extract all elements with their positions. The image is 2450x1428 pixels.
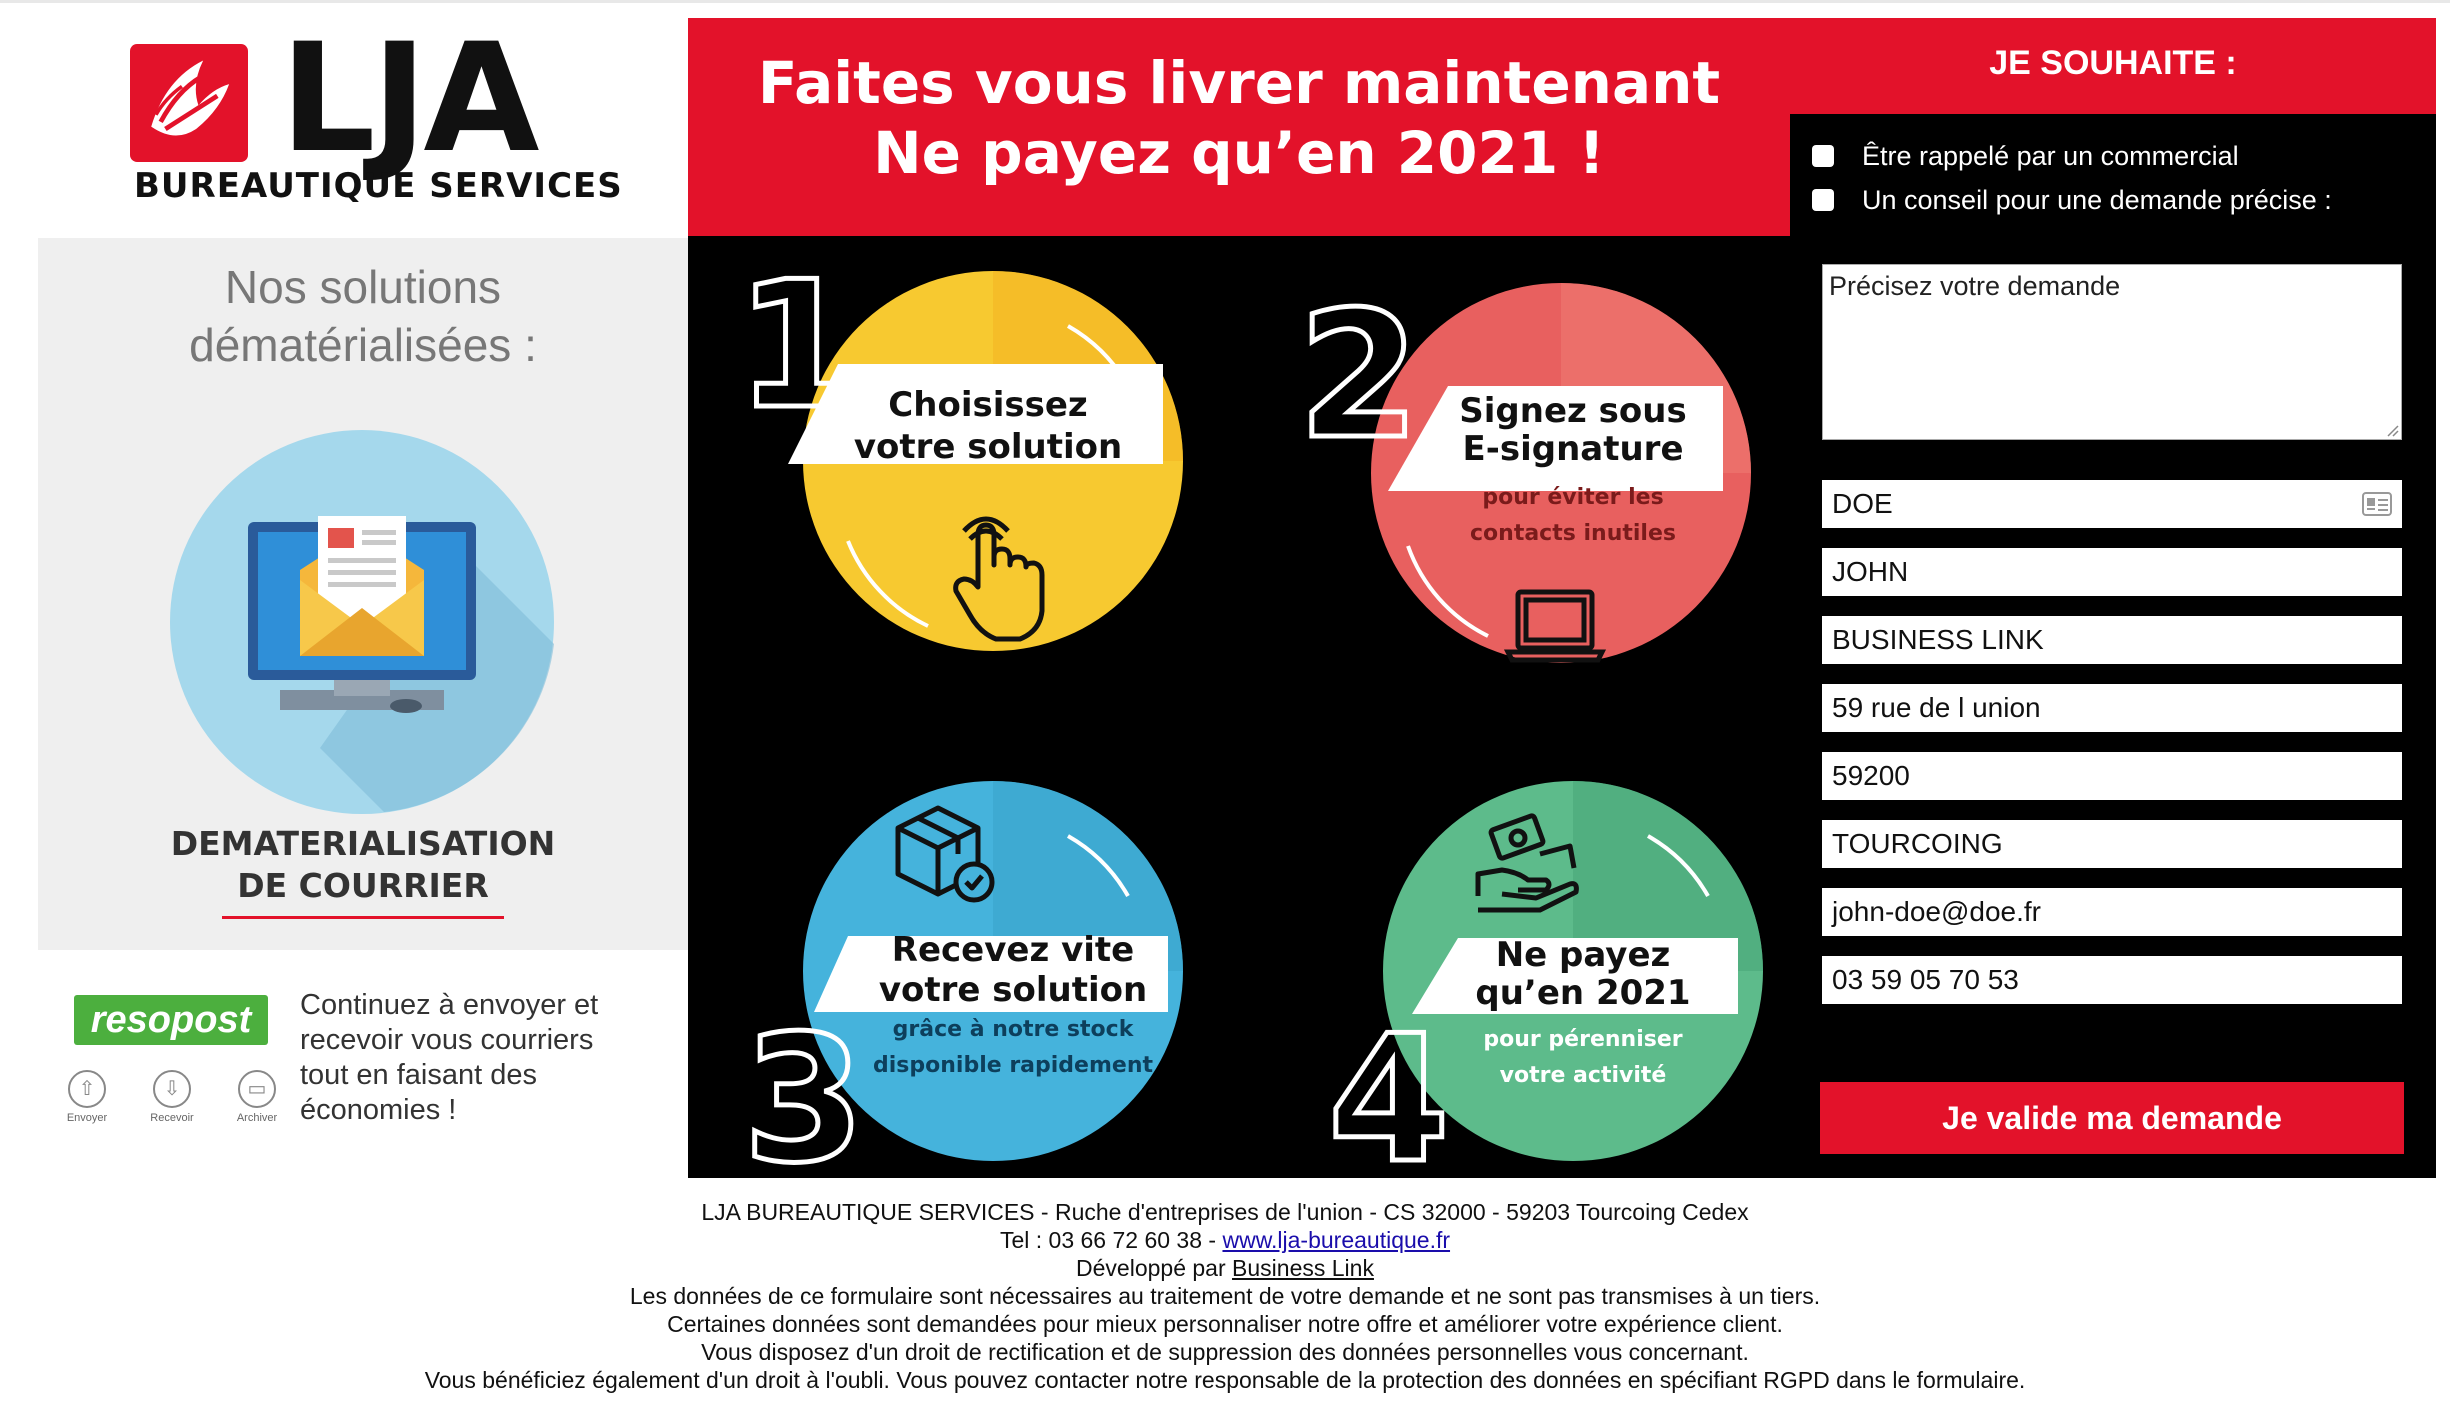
phone-field[interactable]	[1822, 956, 2402, 1004]
company-value: BUSINESS LINK	[1832, 624, 2044, 655]
step-1-number: 1	[736, 245, 858, 448]
step-1-text	[798, 384, 1178, 468]
callback-checkbox[interactable]	[1812, 145, 1834, 167]
archive-label: Archiver	[236, 1112, 278, 1124]
receive-label: Recevoir	[150, 1112, 194, 1124]
legal-line-1: Les données de ce formulaire sont nécessaires au traitement de votre demande et ne sont pas transmises à un tiers.	[629, 1283, 1821, 1309]
step-1-title-line2: votre solution	[853, 427, 1123, 467]
form-title: JE SOUHAITE :	[1989, 44, 2237, 82]
panel-caption-line2: DE COURRIER	[237, 866, 489, 905]
headline-line2: Ne payez qu’en 2021 !	[873, 119, 1605, 187]
headline-band	[688, 18, 1790, 236]
caption-underline	[222, 916, 504, 919]
legal-line-3: Vous disposez d'un droit de rectification et de suppression des données personnelles vous concernant.	[701, 1339, 1749, 1365]
advice-option[interactable]	[1812, 182, 2332, 218]
phone-value: 03 59 05 70 53	[1832, 964, 2019, 995]
callback-option[interactable]	[1812, 138, 2239, 174]
panel-caption-line1: DEMATERIALISATION	[170, 824, 556, 863]
contact-card-icon[interactable]	[2362, 492, 2392, 516]
panel-title-line2: dématérialisées :	[189, 319, 537, 371]
callback-label: Être rappelé par un commercial	[1862, 140, 2239, 171]
panel-caption	[38, 823, 688, 907]
lja-logo[interactable]	[130, 12, 623, 218]
top-border	[0, 0, 2450, 3]
resopost-description: Continuez à envoyer et recevoir vous courriers tout en faisant des économies !	[300, 989, 599, 1126]
step-4-title-line1: Ne payez	[1495, 935, 1671, 975]
step-1-title-line1: Choisissez	[888, 385, 1088, 425]
legal-line-2: Certaines données sont demandées pour mieux personnaliser notre offre et améliorer votre expérience client.	[667, 1311, 1783, 1337]
receive-icon: ⇩ Recevoir	[147, 1070, 197, 1124]
first-name-value: JOHN	[1832, 556, 1909, 587]
step-2-number: 2	[1298, 275, 1420, 478]
step-3-sub-line2: disponible rapidement	[873, 1053, 1153, 1078]
step-3-title-line2: votre solution	[878, 970, 1148, 1010]
footer-address: LJA BUREAUTIQUE SERVICES - Ruche d'entreprises de l'union - CS 32000 - 59203 Tourcoing Cedex	[701, 1199, 1749, 1225]
resopost-icons	[62, 1070, 292, 1140]
postal-code-field[interactable]	[1822, 752, 2402, 800]
step-3-sub-line1: grâce à notre stock	[892, 1017, 1134, 1042]
resize-grip-icon[interactable]	[2385, 423, 2399, 437]
form-header	[1790, 18, 2436, 114]
last-name-value: DOE	[1832, 488, 1893, 519]
developer-link[interactable]: Business Link	[1232, 1255, 1374, 1281]
advice-label: Un conseil pour une demande précise :	[1862, 184, 2332, 215]
advice-checkbox[interactable]	[1812, 189, 1834, 211]
step-2-sub-line2: contacts inutiles	[1470, 521, 1676, 546]
first-name-field[interactable]	[1822, 548, 2402, 596]
steps-area	[688, 236, 1790, 1178]
headline-line1: Faites vous livrer maintenant	[757, 49, 1721, 117]
panel-title	[38, 258, 688, 374]
submit-button[interactable]: Je valide ma demande	[1820, 1082, 2404, 1154]
step-4-text	[1428, 936, 1738, 1094]
request-textarea[interactable]	[1822, 264, 2402, 440]
footer	[0, 1198, 2450, 1394]
address-field[interactable]	[1822, 684, 2402, 732]
request-placeholder: Précisez votre demande	[1829, 271, 2121, 301]
step-4-number: 4	[1328, 999, 1450, 1178]
mail-monitor-icon[interactable]	[170, 430, 554, 814]
request-form	[1790, 114, 2436, 1178]
step-2-title-line1: Signez sous	[1459, 391, 1687, 431]
legal-line-4: Vous bénéficiez également d'un droit à l'oubli. Vous pouvez contacter notre responsable de la protection des données en spécifiant RGPD dans le formulaire.	[424, 1367, 2026, 1393]
archive-icon: ▭ Archiver	[232, 1070, 282, 1124]
step-4-sub-line2: votre activité	[1499, 1063, 1667, 1088]
address-value: 59 rue de l union	[1832, 692, 2041, 723]
developer-prefix: Développé par	[1076, 1255, 1233, 1281]
step-3-number: 3	[743, 999, 865, 1178]
panel-title-line1: Nos solutions	[224, 261, 502, 313]
send-icon: ⇧ Envoyer	[62, 1070, 112, 1124]
footer-developer-line	[0, 1254, 2450, 1282]
footer-phone: Tel : 03 66 72 60 38 -	[999, 1227, 1223, 1253]
promo-banner	[688, 18, 1790, 1178]
headline	[688, 48, 1790, 188]
company-field[interactable]	[1822, 616, 2402, 664]
step-4-title-line2: qu’en 2021	[1475, 973, 1691, 1013]
step-2-sub-line1: pour éviter les	[1482, 485, 1664, 510]
step-3-text	[828, 930, 1198, 1084]
last-name-field[interactable]	[1822, 480, 2402, 528]
postal-code-value: 59200	[1832, 760, 1910, 791]
shield-logo-icon	[130, 44, 248, 162]
website-link[interactable]: www.lja-bureautique.fr	[1222, 1227, 1451, 1253]
email-field[interactable]	[1822, 888, 2402, 936]
logo-subtitle: BUREAUTIQUE SERVICES	[134, 166, 623, 206]
resopost-logo[interactable]: resopost	[74, 995, 268, 1045]
step-2-text	[1403, 392, 1743, 552]
city-field[interactable]	[1822, 820, 2402, 868]
step-2-title-line2: E-signature	[1462, 429, 1684, 469]
step-3-title-line1: Recevez vite	[891, 930, 1135, 970]
logo-wordmark: LJA	[280, 12, 536, 186]
email-value: john-doe@doe.fr	[1832, 896, 2042, 927]
solutions-panel	[38, 238, 688, 950]
footer-contact-line	[0, 1226, 2450, 1254]
step-4-sub-line1: pour pérenniser	[1483, 1027, 1683, 1052]
send-label: Envoyer	[66, 1112, 108, 1124]
city-value: TOURCOING	[1832, 828, 2003, 859]
